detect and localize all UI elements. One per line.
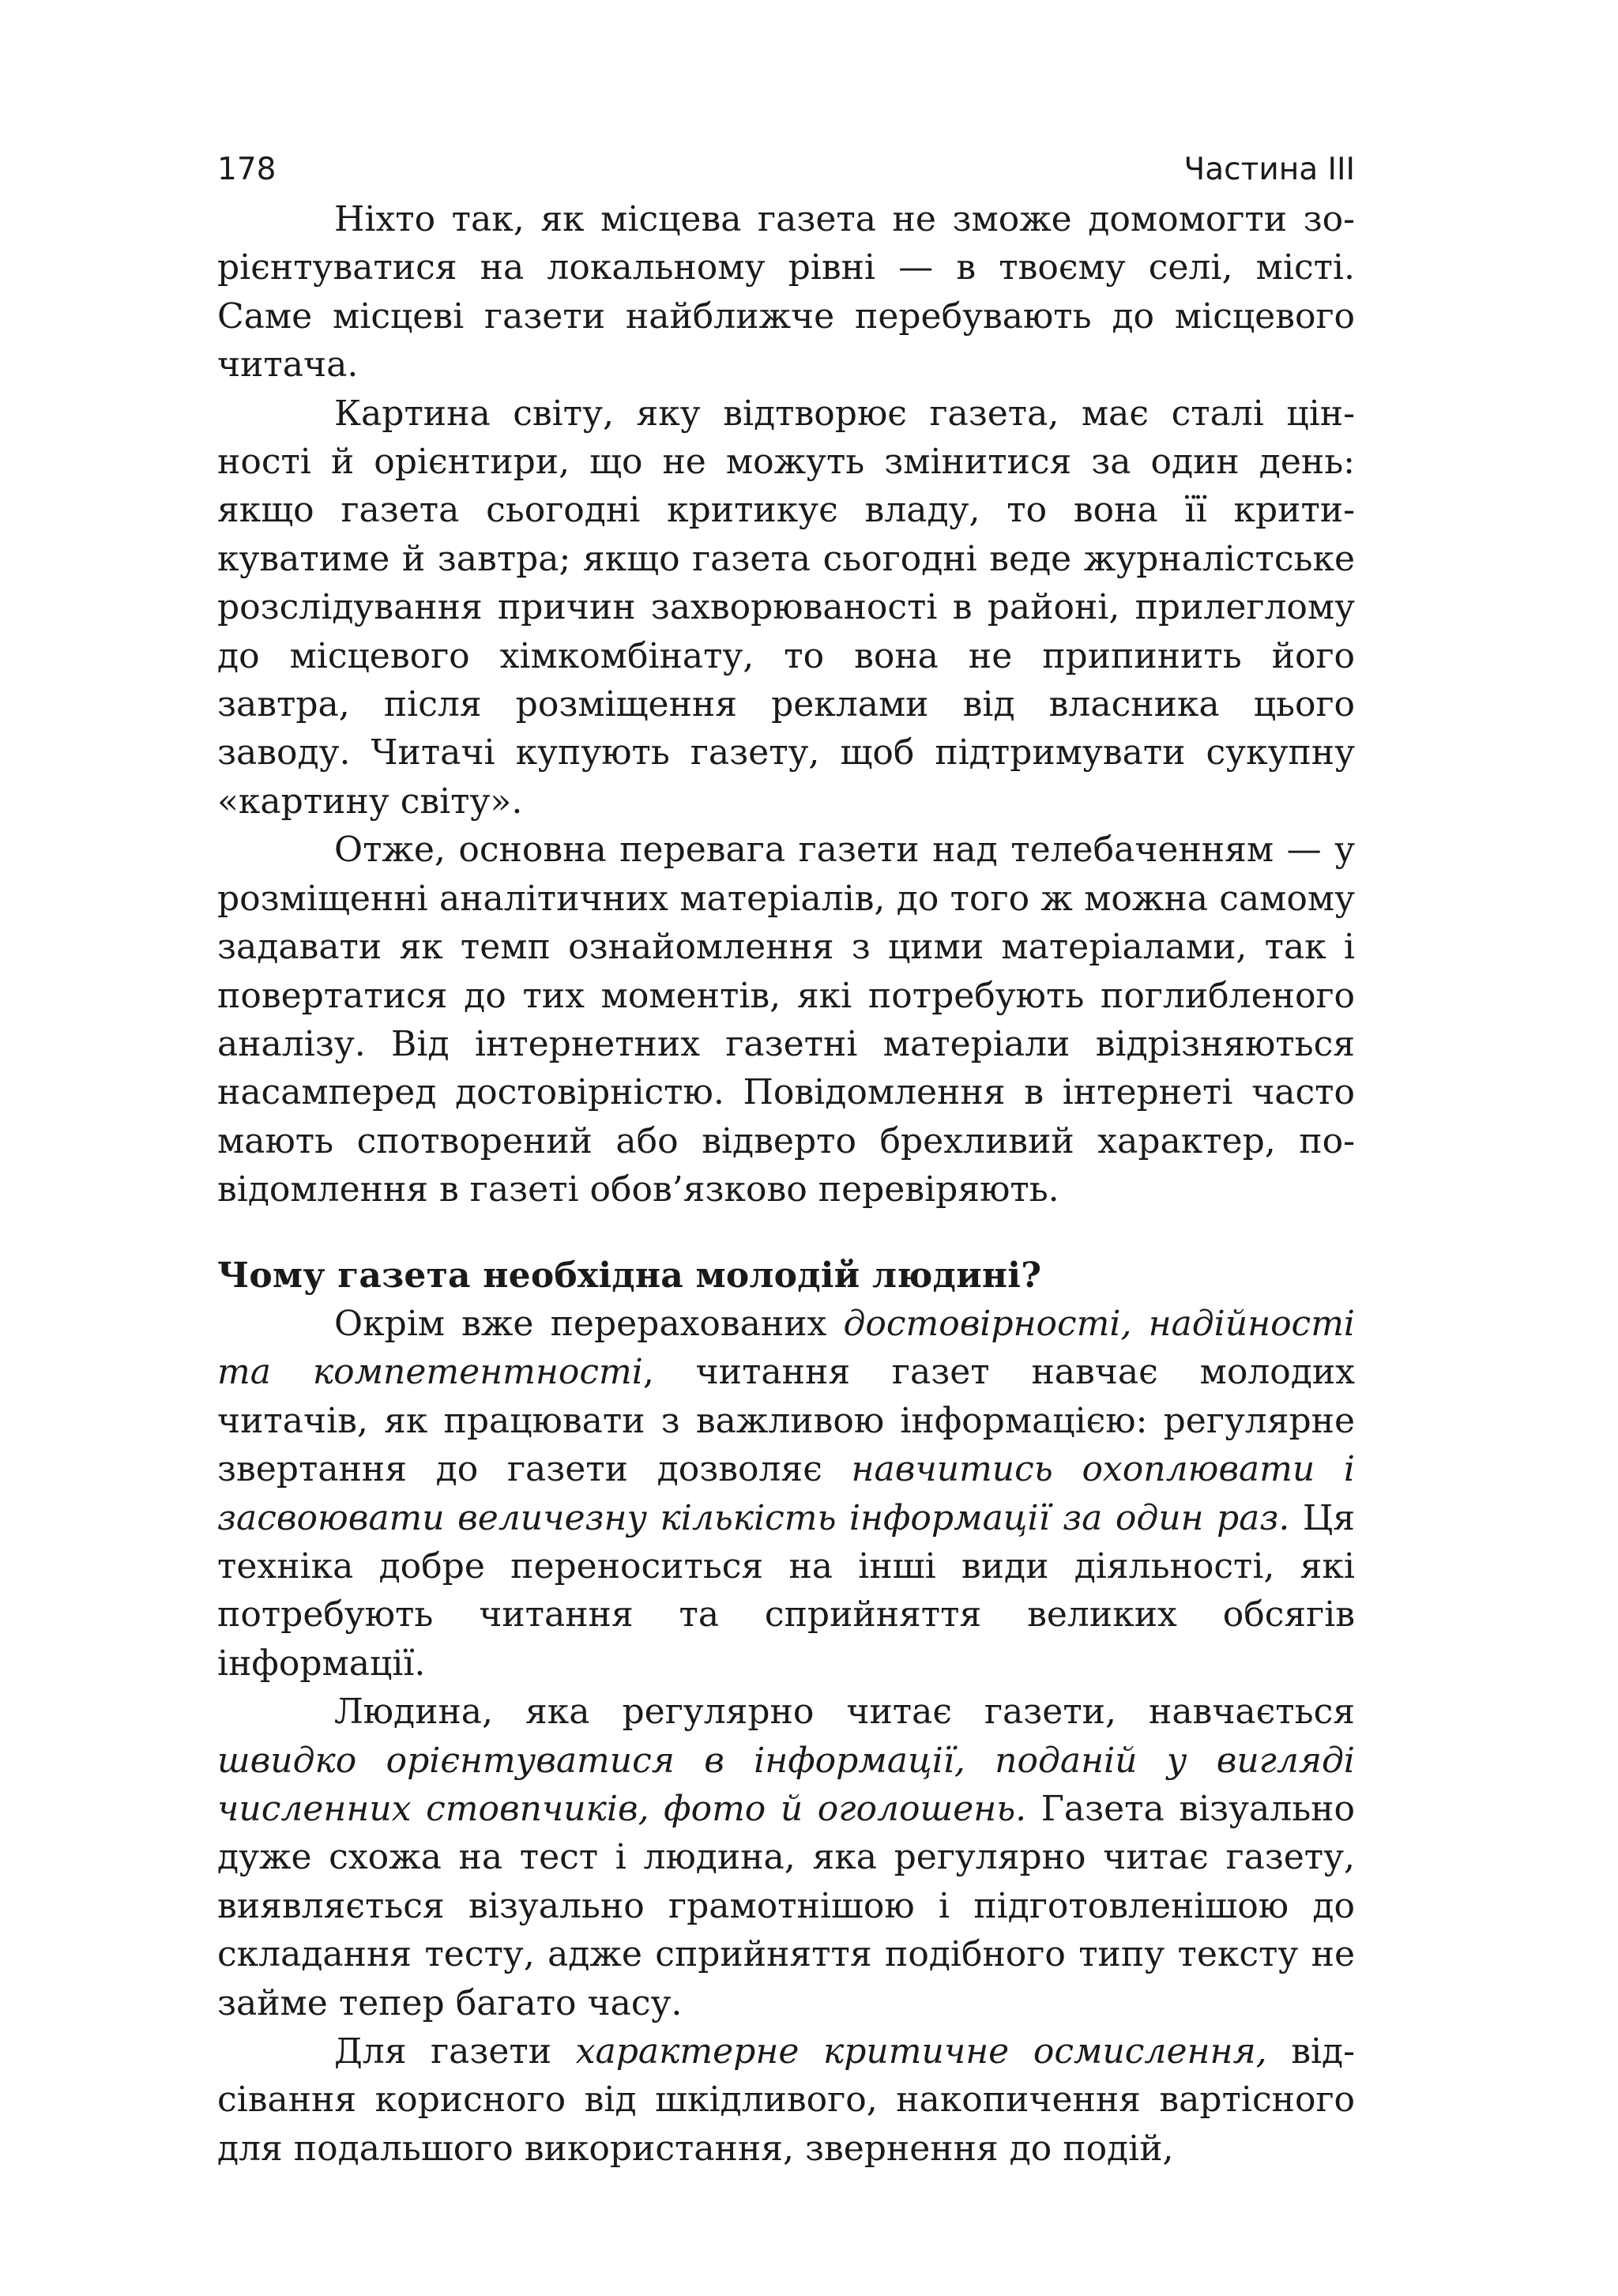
italic-run: швидко орієнтуватися в інформації, поданій у вигляді численних стовпчиків, фото й оголошень.	[217, 1740, 1355, 1829]
paragraph-world-picture: Картина світу, яку відтворює газета, має сталі цінності й орієнтири, що не можуть змінитися за один день: якщо газета сьогодні критикує владу, то вона її критикуватиме й завтра; якщо газета сьогодні веде журналістське розслідування причин захворюваності в районі, прилеглому до місцевого хімкомбінату, то вона не припинить його завтра, після розміщення реклами від власника цього заводу. Читачі купують газету, щоб підтримувати сукупну «картину світу».	[217, 393, 1355, 822]
text-run: Окрім вже перерахованих	[334, 1303, 844, 1344]
text-run: Для газети	[334, 2031, 576, 2072]
page-number: 178	[217, 152, 277, 187]
italic-run: достовірності, надійності та компетентності	[217, 1303, 1355, 1393]
body-text	[217, 195, 1355, 2173]
text-run: Ця техніка добре переноситься на інші види діяльності, які потребують читання та сприйняття великих обсягів інформації.	[217, 1497, 1355, 1684]
text-run: відсівання корисного від шкідливого, накопичення вартісного для подальшого використання, звернення до подій,	[217, 2031, 1356, 2169]
section-title: Частина III	[1183, 152, 1355, 187]
italic-run: характерне критичне осмислення,	[575, 2031, 1267, 2072]
section-heading: Чому газета необхідна молодій людині?	[217, 1255, 1042, 1296]
text-run: Газета візуально дуже схожа на тест і людина, яка регулярно читає газету, виявляється візуально грамотнішою і підготовленішою до складання тесту, адже сприйняття подібного типу тексту не займе тепер багато часу.	[217, 1789, 1355, 2023]
text-run: Людина, яка регулярно читає газети, навчається	[334, 1692, 1355, 1733]
paragraph-advantage-over-tv: Отже, основна перевага газети над телебаченням — у розміщенні аналітичних матеріалів, до того ж можна самому задавати як темп ознайомлення з цими матеріалами, так і повертатися до тих моментів, які потребують поглибленого аналізу. Від інтернетних газетні матеріали відрізняються насамперед достовірністю. Повідомлення в інтернеті часто мають спотворений або відверто брехливий характер, повідомлення в газеті обов’язково перевіряють.	[217, 830, 1355, 1210]
text-run: , читання газет навчає молодих читачів, як працювати з важливою інформацією: регулярне звертання до газети дозволяє	[217, 1352, 1355, 1490]
paragraph-orientation	[217, 1688, 1355, 2027]
paragraph-local-newspaper: Ніхто так, як місцева газета не зможе домомогти зорієнтуватися на локальному рівні — в твоєму селі, місті. Саме місцеві газети найближче перебувають до місцевого читача.	[217, 199, 1355, 386]
paragraph-reading-skills	[217, 1300, 1355, 1688]
paragraph-critical-thinking	[217, 2027, 1355, 2173]
italic-run: навчитись охоплювати і засвоювати величезну кількість інформації за один раз.	[217, 1449, 1356, 1538]
book-page	[217, 146, 1355, 2173]
running-head	[217, 146, 1355, 201]
